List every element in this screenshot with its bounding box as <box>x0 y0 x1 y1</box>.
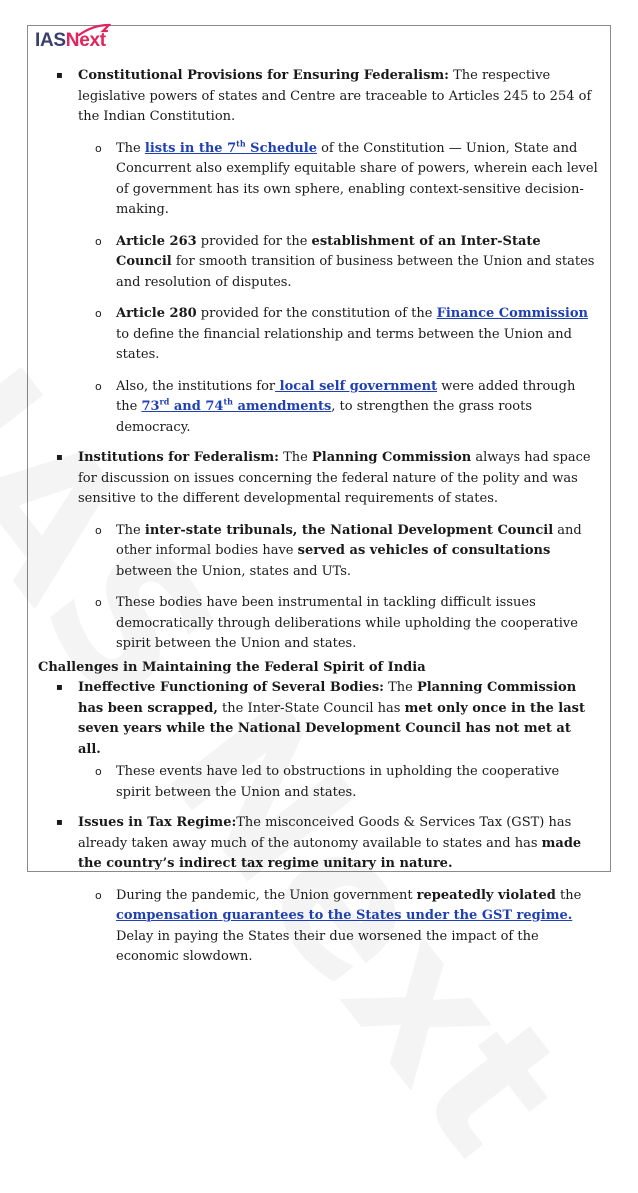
sub-bullet-bodies-instrumental: o These bodies have been instrumental in tackling difficult issues democratically through deliberations while upholding the cooperative spirit between the Union and states. <box>38 593 598 655</box>
amendments-link[interactable]: 73rd and 74th amendments <box>141 396 332 414</box>
sub-bullet-article-280: o Article 280 provided for the constitution of the Finance Commission to define the financial relationship and terms between the Union and states. <box>38 304 598 366</box>
sub-bullet-pandemic-gst: o During the pandemic, the Union government repeatedly violated the compensation guarantees to the States under the GST regime. Delay in paying the States their due worsened the impact of the economic slowdown. <box>38 886 598 968</box>
bullet-title: Issues in Tax Regime: <box>78 815 237 830</box>
document-body <box>38 66 598 968</box>
bullet-institutions-for-federalism: ▪ Institutions for Federalism: The Planning Commission always had space for discussion on issues concerning the federal nature of the polity and was sensitive to the different developmental requirements of states. <box>38 448 598 510</box>
brand-logo <box>35 30 106 52</box>
bullet-ineffective-functioning: ▪ Ineffective Functioning of Several Bodies: The Planning Commission has been scrapped, the Inter-State Council has met only once in the last seven years while the National Development Council has not met at all. <box>38 678 598 760</box>
sub-bullet-inter-state-tribunals: o The inter-state tribunals, the National Development Council and other informal bodies have served as vehicles of consultations between the Union, states and UTs. <box>38 521 598 583</box>
logo-swoosh-icon <box>77 23 111 37</box>
sub-bullet-obstructions: o These events have led to obstructions in upholding the cooperative spirit between the Union and states. <box>38 762 598 803</box>
gst-compensation-link[interactable]: compensation guarantees to the States under the GST regime. <box>116 908 573 923</box>
sub-bullet-seventh-schedule: o The lists in the 7th Schedule of the Constitution — Union, State and Concurrent also exemplify equitable share of powers, wherein each level of government has its own sphere, enabling context-sensitive decision-making. <box>38 139 598 221</box>
logo-text-ias: IAS <box>35 30 66 51</box>
sub-bullet-local-self-government: o Also, the institutions for local self government were added through the 73rd and 74th amendments, to strengthen the grass roots democracy. <box>38 377 598 439</box>
finance-commission-link[interactable]: Finance Commission <box>436 306 588 321</box>
logo-text-next: Next <box>65 30 106 51</box>
bullet-tax-regime: ▪ Issues in Tax Regime:The misconceived Goods & Services Tax (GST) has already taken away much of the autonomy available to states and has made the country’s indirect tax regime unitary in nature. <box>38 813 598 875</box>
bullet-title: Ineffective Functioning of Several Bodies: <box>78 680 384 695</box>
seventh-schedule-link[interactable]: lists in the 7th Schedule <box>144 138 317 156</box>
bullet-title: Constitutional Provisions for Ensuring Federalism: <box>78 68 449 83</box>
local-self-government-link[interactable]: local self government <box>275 378 438 394</box>
sub-bullet-article-263: o Article 263 provided for the establishment of an Inter-State Council for smooth transition of business between the Union and states and resolution of disputes. <box>38 232 598 294</box>
bullet-title: Institutions for Federalism: <box>78 450 279 465</box>
bullet-constitutional-provisions: ▪ Constitutional Provisions for Ensuring Federalism: The respective legislative powers of states and Centre are traceable to Articles 245 to 254 of the Indian Constitution. <box>38 66 598 128</box>
section-heading: Challenges in Maintaining the Federal Spirit of India <box>38 659 426 675</box>
